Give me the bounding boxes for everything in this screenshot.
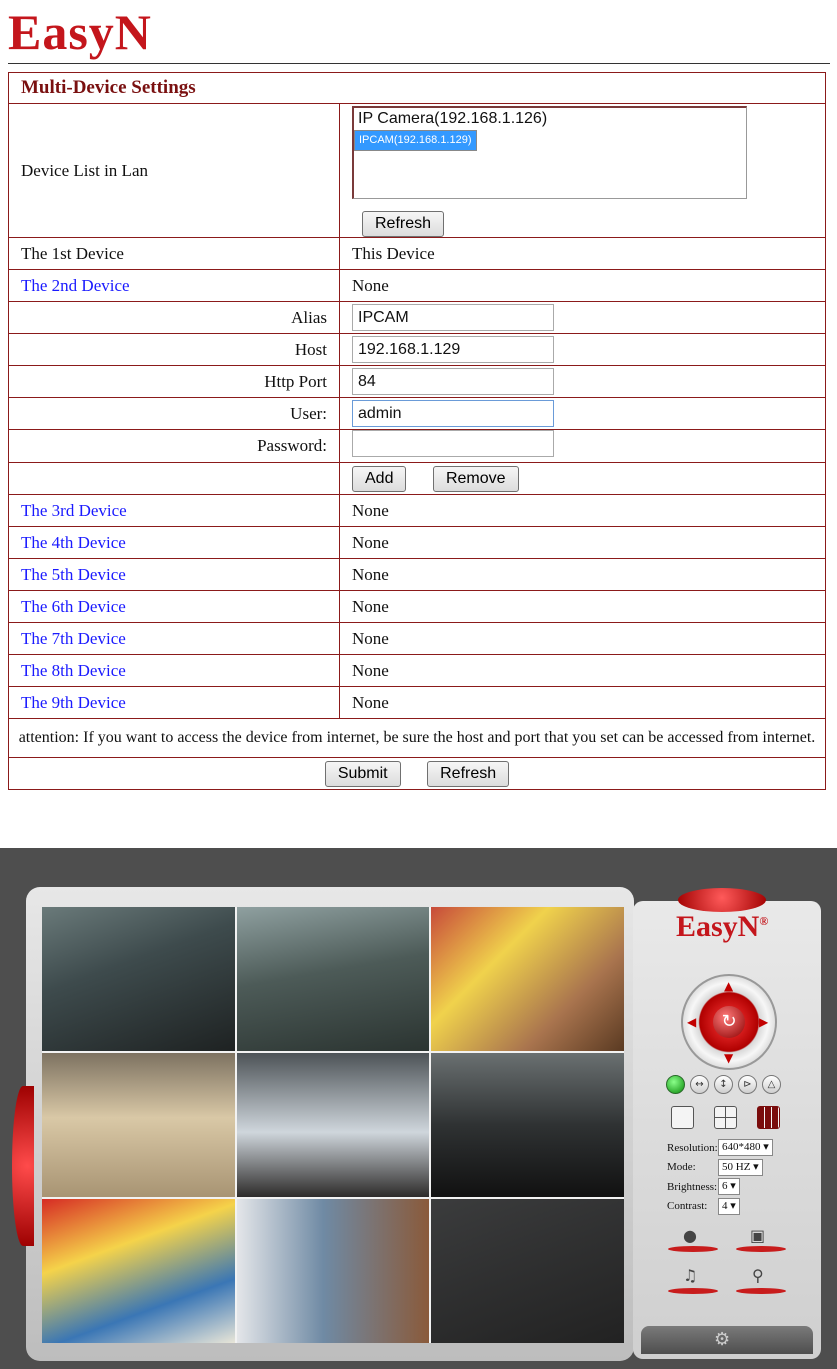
device-value-4: None [340, 527, 826, 559]
panel-top-light [678, 888, 766, 912]
horizontal-patrol-icon[interactable]: ↔ [690, 1075, 709, 1094]
video-feed-1[interactable] [42, 907, 235, 1051]
camera-viewer [0, 848, 837, 1369]
panel-logo: EasyN® [676, 910, 769, 943]
device-link-6[interactable]: The 6th Device [9, 591, 340, 623]
settings-gear-icon[interactable]: ⚙ [714, 1329, 731, 1350]
contrast-label: Contrast: [667, 1200, 708, 1213]
brand-logo: EasyN [8, 4, 152, 60]
device-value-7: None [340, 623, 826, 655]
refresh-button[interactable]: Refresh [427, 761, 509, 787]
host-input[interactable]: 192.168.1.129 [352, 336, 554, 363]
device-value-9: None [340, 687, 826, 719]
video-feed-4[interactable] [42, 1053, 235, 1197]
device-value-8: None [340, 655, 826, 687]
video-feed-8[interactable] [237, 1199, 430, 1343]
first-device-value: This Device [340, 238, 826, 270]
four-view-icon[interactable] [714, 1106, 737, 1129]
mode-select[interactable]: 50 HZ ▾ [718, 1159, 763, 1176]
record-icon[interactable]: ● [683, 1226, 697, 1245]
refresh-list-button[interactable]: Refresh [362, 211, 444, 237]
first-device-label: The 1st Device [9, 238, 340, 270]
ptz-up-icon[interactable]: ▲ [724, 979, 734, 993]
layout-selector [671, 1106, 780, 1129]
video-settings [667, 1138, 773, 1216]
ptz-center-reset-icon[interactable]: ↻ [713, 1006, 745, 1038]
resolution-label: Resolution: [667, 1141, 718, 1154]
flip-icon[interactable]: ⊳ [738, 1075, 757, 1094]
device-value-3: None [340, 495, 826, 527]
status-light-icon [666, 1075, 685, 1094]
device-list-item-selected[interactable]: IPCAM(192.168.1.129) [354, 130, 477, 151]
device-link-7[interactable]: The 7th Device [9, 623, 340, 655]
device-list-cell [340, 104, 826, 238]
password-input[interactable] [352, 430, 554, 457]
video-feed-7[interactable] [42, 1199, 235, 1343]
host-label: Host [9, 334, 340, 366]
http-port-label: Http Port [9, 366, 340, 398]
video-feed-2[interactable] [237, 907, 430, 1051]
ptz-right-icon[interactable]: ▶ [759, 1015, 769, 1029]
password-label: Password: [9, 430, 340, 463]
snapshot-button-underline [736, 1246, 786, 1252]
mirror-icon[interactable]: △ [762, 1075, 781, 1094]
vertical-patrol-icon[interactable]: ↕ [714, 1075, 733, 1094]
video-feed-3[interactable] [431, 907, 624, 1051]
device-link-8[interactable]: The 8th Device [9, 655, 340, 687]
video-feed-9[interactable] [431, 1199, 624, 1343]
ptz-option-row [666, 1075, 781, 1094]
contrast-select[interactable]: 4 ▾ [718, 1198, 740, 1215]
brightness-select[interactable]: 6 ▾ [718, 1178, 740, 1195]
alias-input[interactable]: IPCAM [352, 304, 554, 331]
single-view-icon[interactable] [671, 1106, 694, 1129]
control-panel [633, 901, 821, 1359]
device-link-3[interactable]: The 3rd Device [9, 495, 340, 527]
side-toggle-tab[interactable] [12, 1086, 34, 1246]
device-list-item[interactable]: IP Camera(192.168.1.126) [358, 110, 548, 127]
remove-button[interactable]: Remove [433, 466, 519, 492]
mode-label: Mode: [667, 1161, 696, 1174]
settings-title: Multi-Device Settings [9, 73, 826, 104]
audio-icon[interactable]: ♫ [683, 1266, 698, 1285]
nine-view-icon[interactable] [757, 1106, 780, 1129]
device-link-4[interactable]: The 4th Device [9, 527, 340, 559]
multi-device-settings-table [8, 72, 826, 790]
submit-button[interactable]: Submit [325, 761, 401, 787]
device-link-9[interactable]: The 9th Device [9, 687, 340, 719]
device-value-6: None [340, 591, 826, 623]
ptz-left-icon[interactable]: ◀ [687, 1015, 697, 1029]
video-grid [42, 907, 624, 1343]
resolution-select[interactable]: 640*480 ▾ [718, 1139, 773, 1156]
add-button[interactable]: Add [352, 466, 406, 492]
http-port-input[interactable]: 84 [352, 368, 554, 395]
video-feed-6[interactable] [431, 1053, 624, 1197]
audio-button-underline [668, 1288, 718, 1294]
snapshot-camera-icon[interactable]: ▣ [750, 1226, 766, 1245]
talk-button-underline [736, 1288, 786, 1294]
device-list-label: Device List in Lan [9, 104, 340, 238]
second-device-value: None [340, 270, 826, 302]
attention-note: attention: If you want to access the device from internet, be sure the host and port that you set can be accessed from internet. [9, 719, 826, 758]
brightness-label: Brightness: [667, 1180, 718, 1193]
alias-label: Alias [9, 302, 340, 334]
second-device-link[interactable]: The 2nd Device [9, 270, 340, 302]
record-button-underline [668, 1246, 718, 1252]
user-label: User: [9, 398, 340, 430]
device-value-5: None [340, 559, 826, 591]
header-divider [8, 63, 830, 64]
device-link-5[interactable]: The 5th Device [9, 559, 340, 591]
ptz-control[interactable] [681, 974, 777, 1070]
user-input[interactable]: admin [352, 400, 554, 427]
talk-icon[interactable]: ⚲ [752, 1266, 764, 1285]
device-list-box[interactable] [352, 106, 747, 199]
ptz-down-icon[interactable]: ▼ [724, 1051, 734, 1065]
video-feed-5[interactable] [237, 1053, 430, 1197]
